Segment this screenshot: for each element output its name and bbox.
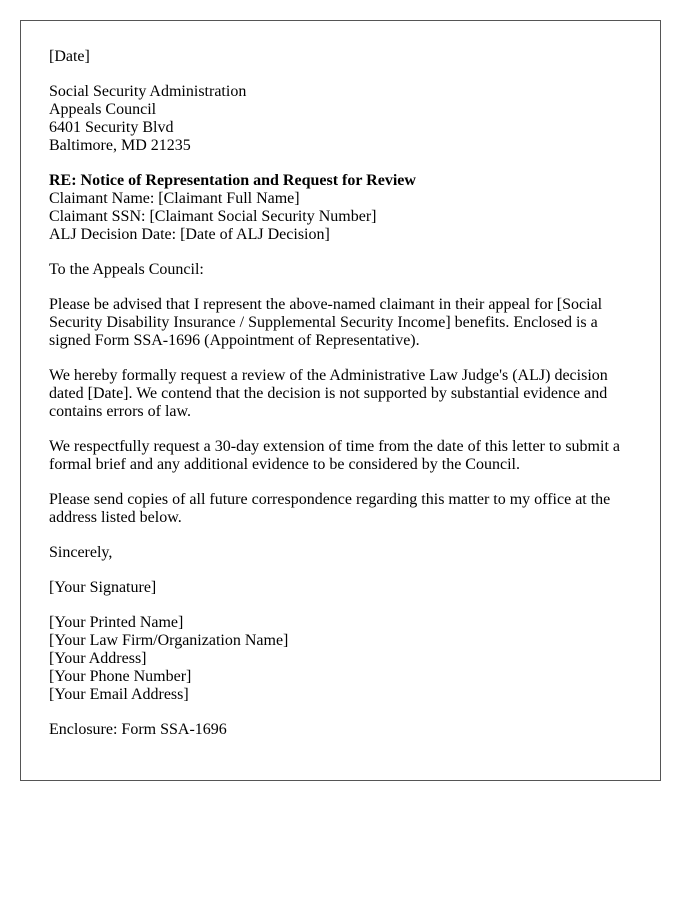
sender-line: [Your Email Address] [49, 686, 189, 703]
re-line: Claimant Name: [Claimant Full Name] [49, 190, 300, 207]
sender-line: [Your Address] [49, 650, 147, 667]
recipient-line: Social Security Administration [49, 83, 247, 100]
recipient-line: Appeals Council [49, 101, 157, 118]
re-subject [49, 172, 631, 190]
recipient-line: Baltimore, MD 21235 [49, 137, 191, 154]
sender-block [49, 614, 631, 704]
body-paragraph: Please send copies of all future correspondence regarding this matter to my office at the address listed below. [49, 491, 611, 526]
sender-line: [Your Phone Number] [49, 668, 192, 685]
enclosure: Enclosure: Form SSA-1696 [49, 721, 227, 738]
re-line: Claimant SSN: [Claimant Social Security Number] [49, 208, 377, 225]
re-block [49, 172, 631, 244]
body-paragraph: We respectfully request a 30-day extension of time from the date of this letter to submit a formal brief and any additional evidence to be considered by the Council. [49, 438, 620, 473]
closing: Sincerely, [49, 544, 113, 561]
recipient-address [49, 83, 631, 155]
body-paragraph: Please be advised that I represent the above-named claimant in their appeal for [Social Security Disability Insurance / Supplemental Security Income] benefits. Enclosed is a signed Form SSA-1696 (Appointment of Representative). [49, 296, 603, 349]
sender-line: [Your Printed Name] [49, 614, 184, 631]
sender-line: [Your Law Firm/Organization Name] [49, 632, 289, 649]
body-paragraph: We hereby formally request a review of the Administrative Law Judge's (ALJ) decision dated [Date]. We contend that the decision is not supported by substantial evidence and contains errors of law. [49, 367, 608, 420]
salutation: To the Appeals Council: [49, 261, 204, 278]
re-subject-text: RE: Notice of Representation and Request for Review [49, 172, 416, 189]
letter [20, 20, 661, 781]
date: [Date] [49, 48, 90, 65]
re-line: ALJ Decision Date: [Date of ALJ Decision] [49, 226, 330, 243]
recipient-line: 6401 Security Blvd [49, 119, 174, 136]
signature: [Your Signature] [49, 579, 157, 596]
